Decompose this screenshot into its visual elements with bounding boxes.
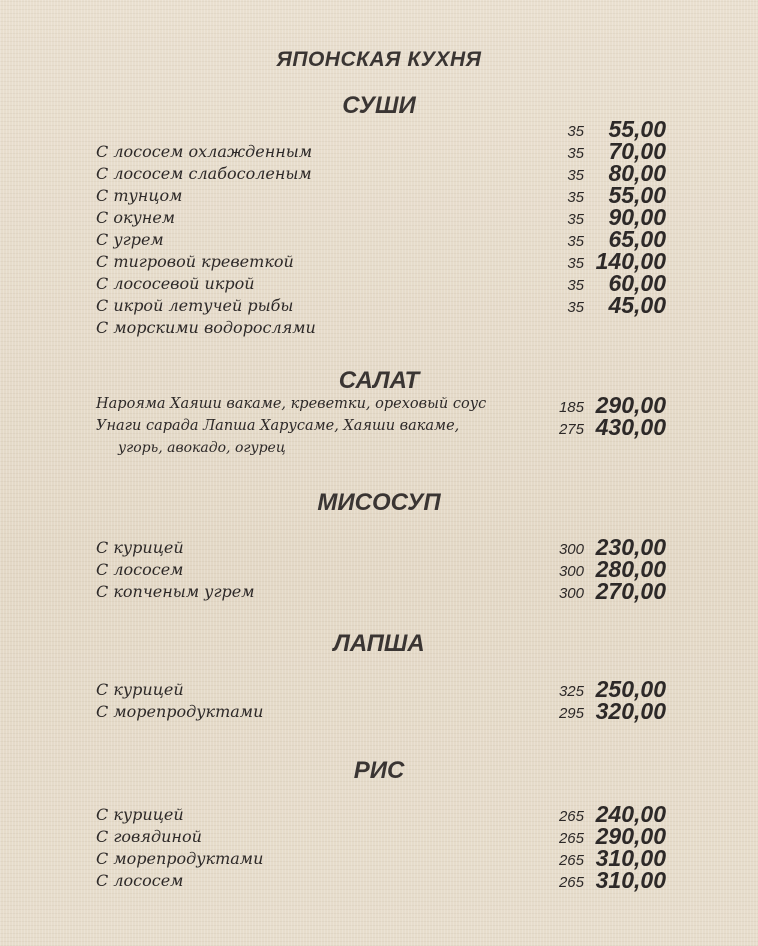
item-price: 55,00 <box>608 182 666 208</box>
item-weight: 35 <box>567 299 584 316</box>
section-title-sushi: СУШИ <box>342 92 416 119</box>
item-name: Унаги сарада Лапша Харусаме, Хаяши вакаме, <box>96 418 460 434</box>
item-name: Нарояма Хаяши вакаме, креветки, ореховый соус <box>96 396 487 412</box>
item-name: С курицей <box>96 680 184 699</box>
item-weight: 265 <box>558 874 584 891</box>
item-weight: 35 <box>567 167 584 184</box>
item-weight: 265 <box>558 852 584 869</box>
menu-item <box>96 867 666 893</box>
menu-item <box>96 556 666 582</box>
menu-item <box>96 138 666 164</box>
menu-item <box>96 845 666 871</box>
item-price: 55,00 <box>608 116 666 142</box>
item-name: С лососем слабосоленым <box>96 164 312 183</box>
item-weight: 35 <box>567 145 584 162</box>
item-name: С морепродуктами <box>96 702 264 721</box>
menu-item <box>96 801 666 827</box>
item-name: С копченым угрем <box>96 582 255 601</box>
menu-item <box>96 248 666 274</box>
item-weight: 265 <box>558 830 584 847</box>
menu-item <box>96 226 666 252</box>
item-price: 250,00 <box>595 676 666 702</box>
menu-item <box>96 116 666 142</box>
item-weight: 35 <box>567 255 584 272</box>
item-price: 140,00 <box>595 248 666 274</box>
item-price: 45,00 <box>608 292 666 318</box>
item-name: С курицей <box>96 538 184 557</box>
item-name: С курицей <box>96 805 184 824</box>
item-price: 70,00 <box>608 138 666 164</box>
item-name: С тигровой креветкой <box>96 252 294 271</box>
menu-item <box>96 698 666 724</box>
menu-item <box>96 534 666 560</box>
item-price: 65,00 <box>608 226 666 252</box>
section-title-ris: РИС <box>353 757 405 784</box>
page-title: ЯПОНСКАЯ КУХНЯ <box>276 48 482 71</box>
item-price: 60,00 <box>608 270 666 296</box>
item-price: 290,00 <box>595 823 666 849</box>
menu-item <box>96 676 666 702</box>
item-weight: 265 <box>558 808 584 825</box>
item-price: 320,00 <box>595 698 666 724</box>
item-price: 280,00 <box>595 556 666 582</box>
menu-item <box>96 160 666 186</box>
menu-item-continuation <box>96 440 666 462</box>
item-name: С тунцом <box>96 186 183 205</box>
menu-item <box>96 392 666 418</box>
section-title-salad: САЛАТ <box>338 367 420 394</box>
item-weight: 275 <box>558 421 584 438</box>
item-name: С угрем <box>96 230 164 249</box>
item-weight: 295 <box>558 705 584 722</box>
item-name: С лососем <box>96 560 184 579</box>
item-name: С икрой летучей рыбы <box>96 296 294 315</box>
item-weight: 300 <box>558 563 584 580</box>
item-weight: 300 <box>558 541 584 558</box>
item-weight: 35 <box>567 123 584 140</box>
item-price: 240,00 <box>595 801 666 827</box>
item-price: 90,00 <box>608 204 666 230</box>
section-title-misosup: МИСОСУП <box>317 489 441 516</box>
item-name: С лососем <box>96 871 184 890</box>
item-price: 290,00 <box>595 392 666 418</box>
menu-item <box>96 318 666 340</box>
item-name: С морскими водорослями <box>96 318 316 337</box>
item-name: С окунем <box>96 208 176 227</box>
menu-item <box>96 204 666 230</box>
item-weight: 35 <box>567 189 584 206</box>
menu-item <box>96 182 666 208</box>
menu-item <box>96 414 666 440</box>
item-weight: 185 <box>558 399 584 416</box>
item-name: угорь, авокадо, огурец <box>118 440 286 456</box>
item-price: 270,00 <box>595 578 666 604</box>
item-price: 230,00 <box>595 534 666 560</box>
section-title-lapsha: ЛАПША <box>333 630 425 657</box>
item-price: 310,00 <box>595 867 666 893</box>
item-weight: 300 <box>558 585 584 602</box>
item-weight: 35 <box>567 277 584 294</box>
menu-item <box>96 292 666 318</box>
item-weight: 325 <box>558 683 584 700</box>
item-name: С говядиной <box>96 827 202 846</box>
item-price: 430,00 <box>595 414 666 440</box>
menu-item <box>96 270 666 296</box>
item-name: С морепродуктами <box>96 849 264 868</box>
item-name: С лососевой икрой <box>96 274 255 293</box>
item-weight: 35 <box>567 211 584 228</box>
item-weight: 35 <box>567 233 584 250</box>
menu-item <box>96 578 666 604</box>
item-name: С лососем охлажденным <box>96 142 313 161</box>
menu-item <box>96 823 666 849</box>
item-price: 80,00 <box>608 160 666 186</box>
item-price: 310,00 <box>595 845 666 871</box>
